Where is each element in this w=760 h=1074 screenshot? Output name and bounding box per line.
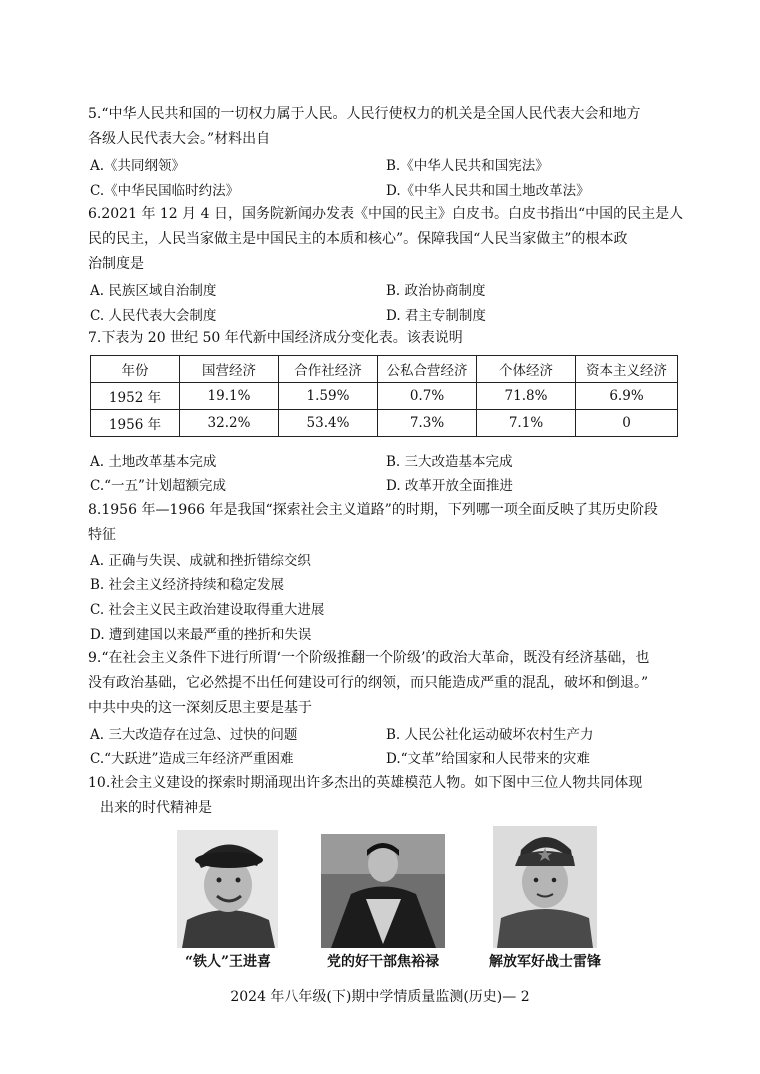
photo-caption: “铁人”王进喜 bbox=[184, 954, 272, 970]
table-cell: 71.8% bbox=[477, 383, 576, 410]
table-cell: 6.9% bbox=[576, 383, 678, 410]
option-b[interactable]: B. 三大改造基本完成 bbox=[386, 454, 513, 470]
question-6-stem bbox=[88, 202, 688, 227]
photo-caption: 解放军好战士雷锋 bbox=[489, 954, 601, 970]
portrait-photo bbox=[321, 834, 445, 948]
option-d[interactable]: D. 遭到建国以来最严重的挫折和失误 bbox=[90, 627, 312, 643]
table-header: 年份 bbox=[91, 356, 180, 383]
stem-line: 社会主义建设的探索时期涌现出许多杰出的英雄模范人物。如下图中三位人物共同体现 bbox=[110, 775, 643, 791]
option-c[interactable]: C.《中华民国临时约法》 bbox=[90, 183, 240, 199]
option-a[interactable]: A. 正确与失误、成就和挫折错综交织 bbox=[90, 553, 311, 569]
stem-line-2: 没有政治基础，它必然提不出任何建设可行的纲领，而只能造成严重的混乱，破坏和倒退。” bbox=[88, 675, 649, 691]
question-9 bbox=[88, 646, 688, 721]
question-5 bbox=[88, 102, 688, 152]
table-cell: 0.7% bbox=[378, 383, 477, 410]
option-a[interactable]: A. 民族区域自治制度 bbox=[90, 283, 217, 299]
stem-line-2: 民的民主，人民当家做主是中国民主的本质和核心”。保障我国“人民当家做主”的根本政 bbox=[88, 231, 628, 247]
stem-line-3: 治制度是 bbox=[88, 256, 144, 272]
question-5-stem bbox=[88, 102, 688, 127]
option-d[interactable]: D. 君主专制制度 bbox=[386, 308, 486, 324]
question-number: 8. bbox=[88, 502, 102, 518]
table-header: 资本主义经济 bbox=[576, 356, 678, 383]
option-b[interactable]: B. 政治协商制度 bbox=[386, 283, 486, 299]
photo-caption: 党的好干部焦裕禄 bbox=[327, 954, 439, 970]
stem-line-3: 中共中央的这一深刻反思主要是基于 bbox=[88, 700, 312, 716]
table-row bbox=[91, 383, 678, 410]
table-cell: 19.1% bbox=[180, 383, 279, 410]
option-d[interactable]: D.“文革”给国家和人民带来的灾难 bbox=[386, 751, 590, 767]
table-header: 公私合营经济 bbox=[378, 356, 477, 383]
table-cell: 7.1% bbox=[477, 410, 576, 437]
stem-line: “中华人民共和国的一切权力属于人民。人民行使权力的机关是全国人民代表大会和地方 bbox=[101, 106, 641, 122]
table-header-row bbox=[91, 356, 678, 383]
question-10 bbox=[88, 771, 688, 821]
option-d[interactable]: D. 改革开放全面推进 bbox=[386, 478, 513, 494]
portrait-photo bbox=[177, 830, 278, 948]
table-cell: 0 bbox=[576, 410, 678, 437]
question-10-stem bbox=[88, 771, 688, 796]
option-b[interactable]: B. 社会主义经济持续和稳定发展 bbox=[90, 577, 285, 593]
question-6 bbox=[88, 202, 688, 277]
stem-line-2: 出来的时代精神是 bbox=[100, 800, 212, 816]
option-c[interactable]: C.“大跃进”造成三年经济严重困难 bbox=[90, 751, 294, 767]
portrait-photo bbox=[493, 826, 597, 948]
option-a[interactable]: A. 土地改革基本完成 bbox=[90, 454, 217, 470]
question-number: 9. bbox=[88, 650, 102, 666]
table-cell: 1952 年 bbox=[91, 383, 180, 410]
question-number: 6. bbox=[88, 206, 102, 222]
option-c[interactable]: C.“一五”计划超额完成 bbox=[90, 478, 226, 494]
stem-line: 下表为 20 世纪 50 年代新中国经济成分变化表。该表说明 bbox=[101, 330, 463, 346]
option-c[interactable]: C. 人民代表大会制度 bbox=[90, 308, 217, 324]
stem-line-2: 各级人民代表大会。”材料出自 bbox=[88, 131, 271, 147]
stem-line: 1956 年—1966 年是我国“探索社会主义道路”的时期，下列哪一项全面反映了其历史阶段 bbox=[101, 502, 658, 518]
table-cell: 53.4% bbox=[279, 410, 378, 437]
question-9-stem bbox=[88, 646, 688, 671]
option-c[interactable]: C. 社会主义民主政治建设取得重大进展 bbox=[90, 602, 325, 618]
question-number: 5. bbox=[88, 106, 102, 122]
table-header: 个体经济 bbox=[477, 356, 576, 383]
option-b[interactable]: B. 人民公社化运动破坏农村生产力 bbox=[386, 727, 594, 743]
table-header: 合作社经济 bbox=[279, 356, 378, 383]
question-number: 10. bbox=[88, 775, 111, 791]
table-header: 国营经济 bbox=[180, 356, 279, 383]
stem-line-2: 特征 bbox=[88, 527, 116, 543]
table-cell: 32.2% bbox=[180, 410, 279, 437]
option-a[interactable]: A. 三大改造存在过急、过快的问题 bbox=[90, 727, 298, 743]
question-8-stem bbox=[88, 498, 688, 523]
table-cell: 1956 年 bbox=[91, 410, 180, 437]
table-row bbox=[91, 410, 678, 437]
stem-line: “在社会主义条件下进行所谓‘一个阶级推翻一个阶级’的政治大革命，既没有经济基础，也 bbox=[101, 650, 650, 666]
option-a[interactable]: A.《共同纲领》 bbox=[90, 158, 186, 174]
question-7 bbox=[88, 326, 688, 351]
option-d[interactable]: D.《中华人民共和国土地改革法》 bbox=[386, 183, 590, 199]
table-cell: 1.59% bbox=[279, 383, 378, 410]
question-8 bbox=[88, 498, 688, 548]
question-number: 7. bbox=[88, 330, 102, 346]
table-cell: 7.3% bbox=[378, 410, 477, 437]
stem-line: 2021 年 12 月 4 日，国务院新闻办发表《中国的民主》白皮书。白皮书指出“中国的民主是人 bbox=[101, 206, 684, 222]
page-footer: 2024 年八年级(下)期中学情质量监测(历史)— 2 bbox=[230, 989, 530, 1005]
option-b[interactable]: B.《中华人民共和国宪法》 bbox=[386, 158, 549, 174]
question-7-stem bbox=[88, 326, 688, 351]
economy-table bbox=[90, 355, 678, 437]
